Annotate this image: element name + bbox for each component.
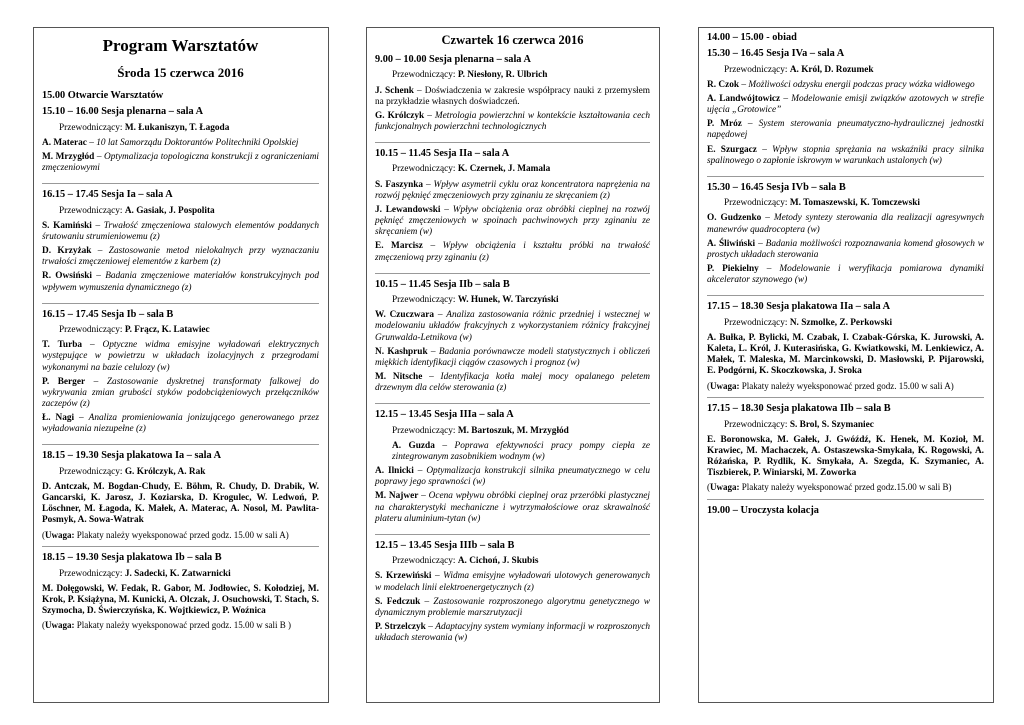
- talk-author: S. Fedczuk: [375, 596, 421, 607]
- talk-separator: –: [94, 151, 104, 162]
- session-chairs: [375, 556, 650, 567]
- session-chairs: [42, 569, 319, 580]
- talk-author: O. Gudzenko: [707, 213, 762, 224]
- session-chairs: [42, 123, 319, 134]
- note-text: Plakaty należy wyeksponować przed godz. 15.00 w sali B ): [74, 620, 291, 631]
- talk-title: Optymalizacja konstrukcji silnika pneumatycznego w celu poprawy jego sprawności (w): [375, 466, 650, 488]
- chair-label: Przewodniczący:: [724, 317, 790, 328]
- talk-item: [375, 86, 650, 108]
- talk-title: Trwałość zmęczeniowa stalowych elementów poddanych śrutowaniu strumieniowemu (z): [42, 220, 320, 242]
- talk-separator: –: [427, 346, 439, 357]
- chair-label: Przewodniczący:: [59, 205, 125, 216]
- talk-author: D. Krzyżak: [42, 246, 92, 257]
- talk-title: Zastosowanie metod nielokalnych przy wyznaczaniu trwałości zmęczeniowej elementów z karbem (z): [42, 246, 319, 268]
- talk-author: Ł. Nagi: [42, 413, 75, 424]
- session-title: 19.00 – Uroczysta kolacja: [707, 505, 819, 517]
- talk-author: E. Szurgacz: [707, 144, 757, 155]
- col3-sections: [707, 32, 984, 528]
- poster-participants: M. Dołęgowski, W. Fedak, R. Gabor, M. Jodłowiec, S. Kołodziej, M. Krok, P. Książyna, M. Kunicki, A. Olczak, J. Osuchowski, T. Stach, S. Szymocha, D. Świerczyńska, K. Wojtkiewicz, P. Woźnica: [42, 583, 319, 617]
- note-label: Uwaga:: [710, 482, 740, 493]
- talk-separator: –: [758, 264, 780, 275]
- note-label: Uwaga:: [45, 620, 75, 631]
- session-title: 17.15 – 18.30 Sesja plakatowa IIa – sala A: [707, 301, 891, 313]
- session-chairs: [375, 164, 650, 175]
- talk-author: N. Kashpruk: [375, 346, 428, 357]
- talk-item: [375, 310, 650, 343]
- session-block: [375, 273, 650, 404]
- talk-title: Analiza promieniowania jonizującego generowanego przez wyładowania niezupełne (z): [42, 413, 319, 435]
- talk-separator: –: [424, 110, 435, 121]
- chair-label: Przewodniczący:: [392, 425, 458, 436]
- talk-author: R. Czok: [707, 79, 740, 90]
- poster-note: [707, 482, 984, 493]
- talk-item: [42, 271, 319, 293]
- talk-title: Możliwości odzysku energii podczas pracy wózka widłowego: [748, 79, 975, 90]
- chair-names: G. Królczyk, A. Rak: [124, 466, 206, 477]
- talk-author: A. Guzda: [392, 440, 435, 451]
- session-block: [707, 397, 984, 499]
- talk-title: Ocena wpływu obróbki cieplnej oraz przeróbki plastycznej na charakterystyki mechaniczne i wytrzymałościowe oraz skrawalność plateru aluminium-tytan (w): [375, 491, 650, 524]
- poster-note: [707, 381, 984, 392]
- talk-title: Optymalizacja topologiczna konstrukcji z ograniczeniami zmęczeniowymi: [42, 151, 320, 174]
- session-title: 9.00 – 10.00 Sesja plenarna – sala A: [375, 54, 531, 65]
- talk-title: 10 lat Samorządu Doktorantów Politechniki Opolskiej: [96, 137, 299, 148]
- session-chairs: [42, 325, 319, 336]
- talk-separator: –: [741, 119, 759, 130]
- talk-title: Wpływ obciążenia i kształtu próbki na trwałość zmęczeniową przy zginaniu (z): [375, 241, 650, 263]
- talk-title: Wpływ asymetrii cyklu oraz koncentratora naprężenia na rozwój pęknięć zmęczeniowych przy zginaniu ze skręcaniem (z): [375, 179, 651, 201]
- talk-title: Zastosowanie rozproszonego algorytmu genetycznego w dynamicznym problemie marszrutyzacji: [375, 596, 651, 618]
- session-block: [707, 176, 984, 295]
- session-chairs: [42, 206, 319, 217]
- talk-separator: –: [91, 246, 109, 257]
- talk-title: Poprawa efektywności pracy pompy ciepła ze zintegrowanym zasobnikiem wodnym (w): [392, 440, 651, 462]
- talk-item: [375, 597, 650, 619]
- talk-author: S. Faszynka: [375, 179, 424, 190]
- session-block: [375, 142, 650, 273]
- note-paren: (: [707, 482, 710, 493]
- talk-item: [375, 491, 650, 524]
- chair-names: J. Sadecki, K. Zatwarnicki: [124, 568, 231, 579]
- session-chairs: [707, 65, 984, 76]
- talk-author: M. Najwer: [375, 491, 419, 502]
- note-paren: (: [42, 529, 45, 540]
- talk-separator: –: [422, 372, 441, 382]
- chair-names: M. Bartoszuk, M. Mrzygłód: [457, 425, 569, 436]
- day-title-wednesday: Środa 15 czerwca 2016: [117, 65, 244, 81]
- session-block: [42, 183, 319, 302]
- talk-separator: –: [440, 204, 453, 215]
- talk-title: Doświadczenia w zakresie współpracy nauki z przemysłem na przykładzie własnych doświadczeń.: [375, 85, 650, 107]
- chair-label: Przewodniczący:: [59, 122, 125, 133]
- chair-label: Przewodniczący:: [392, 70, 458, 81]
- talk-title: Wpływ obciążenia oraz obróbki cieplnej na rozwój pęknięć zmęczeniowych w spoinach pachwinowych przy zginaniu ze skręcaniem (w): [375, 204, 651, 238]
- chair-names: K. Czernek, J. Mamala: [457, 164, 551, 175]
- talk-author: P. Mróz: [707, 119, 742, 130]
- poster-participants: A. Bułka, P. Bylicki, M. Czabak, I. Czabak-Górska, K. Jurowski, A. Kaleta, L. Król, J. Kuterasińska, G. Kwiatkowski, M. Lenkiewicz, A. Małek, T. Maleska, M. Marcinkowski, D. Masłowski, P. Pijarowski, E. Podgórni, K. Skoczkowska, J. Sroka: [707, 332, 984, 377]
- session-chairs: [707, 420, 984, 431]
- talk-separator: –: [92, 271, 106, 282]
- talk-item: [375, 347, 650, 369]
- talk-item: [707, 80, 984, 91]
- talk-author: A. Śliwiński: [707, 238, 756, 249]
- session-block: [42, 303, 319, 445]
- chair-label: Przewodniczący:: [59, 325, 125, 336]
- talk-separator: –: [85, 376, 107, 387]
- talk-item: [707, 239, 984, 261]
- talk-item: [707, 94, 984, 116]
- session-chairs: [42, 467, 319, 478]
- session-title: 17.15 – 18.30 Sesja plakatowa IIb – sala B: [707, 403, 891, 415]
- talk-author: J. Lewandowski: [375, 204, 441, 215]
- talk-author: M. Nitsche: [375, 372, 423, 382]
- session-title: 15.30 – 16.45 Sesja IVa – sala A: [707, 48, 845, 60]
- talk-separator: –: [420, 596, 434, 607]
- chair-names: P. Niesłony, R. Ulbrich: [457, 70, 548, 81]
- talk-title: Modelowanie emisji związków azotowych w strefie ujęcia „Grotowice”: [707, 94, 985, 116]
- chair-names: P. Frącz, K. Latawiec: [124, 325, 210, 336]
- talk-title: Metody syntezy sterowania dla realizacji agresywnych manewrów quadrocoptera (w): [707, 213, 985, 235]
- talk-item: [375, 571, 650, 593]
- session-title: 16.15 – 17.45 Sesja Ia – sala A: [42, 189, 173, 201]
- talk-author: J. Schenk: [375, 85, 414, 96]
- note-label: Uwaga:: [45, 529, 75, 540]
- talk-title: Wpływ stopnia sprężania na wskaźniki pracy silnika spalinowego o zapłonie iskrowym w warunkach ustalonych (w): [707, 144, 984, 166]
- col2-sections: [375, 54, 650, 653]
- talk-separator: –: [74, 413, 89, 424]
- session-block: [707, 499, 984, 527]
- talk-title: Analiza zastosowania różnic przedniej i wstecznej w modelowaniu układów frakcyjnych z wykorzystaniem różnicy frakcyjnej Grunwalda-Letnikova (w): [375, 310, 650, 343]
- chair-names: N. Szmolke, Z. Perkowski: [789, 317, 893, 328]
- session-title: 12.15 – 13.45 Sesja IIIa – sala A: [375, 409, 514, 421]
- note-paren: (: [707, 380, 710, 391]
- talk-author: M. Mrzygłód: [42, 151, 95, 162]
- session-block: [42, 90, 319, 183]
- chair-label: Przewodniczący:: [724, 419, 790, 430]
- talk-author: A. Materac: [42, 137, 87, 148]
- program-panel-wednesday: [33, 27, 329, 703]
- talk-item: [42, 152, 319, 174]
- talk-author: A. Landwójtowicz: [707, 94, 781, 104]
- talk-author: W. Czuczwara: [375, 310, 434, 321]
- talk-separator: –: [756, 144, 773, 155]
- poster-note: [42, 530, 319, 541]
- chair-names: A. Król, D. Rozumek: [789, 64, 874, 75]
- talk-item: [42, 377, 319, 410]
- session-title: 15.00 Otwarcie Warsztatów: [42, 89, 164, 101]
- talk-title: Widma emisyjne wyładowań ulotowych generowanych w modelach linii elektroenergetycznych (z): [375, 571, 650, 593]
- poster-note: [42, 620, 319, 631]
- talk-title: Metrologia powierzchni w kontekście kształtowania cech funkcjonalnych powierzchni technologicznych: [375, 110, 651, 132]
- talk-separator: –: [413, 466, 427, 477]
- chair-label: Przewodniczący:: [59, 568, 125, 579]
- session-title: 10.15 – 11.45 Sesja IIb – sala B: [375, 278, 510, 290]
- session-chairs: [375, 295, 650, 306]
- talk-author: P. Strzelczyk: [375, 622, 426, 633]
- chair-names: M. Tomaszewski, K. Tomczewski: [789, 198, 920, 209]
- talk-separator: –: [434, 440, 455, 451]
- session-title: 10.15 – 11.45 Sesja IIa – sala A: [375, 148, 510, 160]
- session-block: [42, 444, 319, 546]
- chair-label: Przewodniczący:: [392, 164, 458, 175]
- talk-item: [707, 264, 984, 286]
- talk-author: E. Marcisz: [375, 241, 423, 252]
- talk-author: T. Turba: [42, 340, 83, 351]
- talk-separator: –: [423, 179, 434, 190]
- session-title: 18.15 – 19.30 Sesja plakatowa Ib – sala B: [42, 552, 222, 564]
- note-text: Plakaty należy wyeksponować przed godz. 15.00 w sali A): [739, 380, 954, 391]
- chair-names: M. Łukaniszyn, T. Łagoda: [124, 122, 230, 133]
- chair-names: W. Hunek, W. Tarczyński: [457, 295, 559, 306]
- note-label: Uwaga:: [710, 380, 740, 391]
- talk-item: [375, 441, 650, 463]
- talk-author: A. Ilnicki: [375, 466, 414, 477]
- col1-sections: [42, 90, 319, 637]
- session-block: [375, 54, 650, 142]
- talk-title: Badania porównawcze modeli statystycznych i obliczeń miękkich identyfikacji ciągów czasowych i prognoz (w): [375, 346, 651, 368]
- talk-item: [375, 372, 650, 394]
- session-title: 14.00 – 15.00 - obiad: [707, 32, 797, 43]
- day-title-thursday: Czwartek 16 czerwca 2016: [441, 33, 584, 47]
- talk-item: [707, 119, 984, 141]
- talk-separator: –: [82, 340, 103, 351]
- session-title: 15.30 – 16.45 Sesja IVb – sala B: [707, 181, 846, 193]
- program-panel-thursday-afternoon: [698, 27, 994, 703]
- talk-item: [42, 413, 319, 435]
- session-block: [375, 403, 650, 534]
- talk-title: Zastosowanie dyskretnej transformaty falkowej do wykrywania zmian grubości styków podobciążeniowych przełączników zaczepów (z): [42, 376, 319, 410]
- talk-author: G. Królczyk: [375, 110, 425, 121]
- talk-item: [375, 241, 650, 263]
- talk-item: [375, 466, 650, 488]
- talk-author: P. Berger: [42, 376, 86, 387]
- program-title: Program Warsztatów: [102, 36, 259, 55]
- program-panel-thursday-morning: [366, 27, 660, 703]
- session-block: [707, 295, 984, 397]
- note-text: Plakaty należy wyeksponować przed godz.15.00 w sali B): [739, 482, 952, 493]
- talk-title: Optyczne widma emisyjne wyładowań elektrycznych występujące w powietrzu w układach izolacyjnych z przegrodami wykonanymi na bazie celulozy (w): [42, 340, 319, 373]
- chair-names: S. Brol, S. Szymaniec: [789, 419, 874, 430]
- talk-author: S. Krzewiński: [375, 571, 432, 582]
- talk-title: System sterowania pneumatyczno-hydraulicznej jednostki napędowej: [707, 119, 985, 141]
- poster-participants: E. Boronowska, M. Gałek, J. Gwóźdź, K. Henek, M. Kozioł, M. Krawiec, M. Machaczek, A. Ostaszewska-Smykała, K. Rogowski, A. Różańska, P. Rydlik, K. Smykała, A. Szegda, K. Szymaniec, A. Tiszbierek, P. Winiarski, M. Zoworka: [707, 434, 984, 479]
- chair-names: A. Cichoń, J. Skubis: [457, 556, 539, 567]
- chair-label: Przewodniczący:: [392, 295, 458, 306]
- talk-separator: –: [418, 491, 429, 502]
- talk-separator: –: [422, 241, 443, 252]
- session-chairs: [375, 70, 650, 81]
- talk-item: [375, 111, 650, 133]
- talk-title: Badania zmęczeniowe materiałów konstrukcyjnych pod wpływem wymuszenia dynamicznego (z): [42, 271, 319, 293]
- talk-author: S. Kamiński: [42, 220, 92, 231]
- session-chairs: [375, 426, 650, 437]
- talk-separator: –: [413, 85, 425, 96]
- talk-item: [375, 622, 650, 644]
- talk-title: Badania możliwości rozpoznawania komend głosowych w prostych układach sterowania: [707, 238, 984, 260]
- talk-title: Identyfikacja kotła małej mocy opalanego peletem drzewnym dla celów sterowania (z): [375, 372, 651, 394]
- session-block: [375, 534, 650, 653]
- talk-separator: –: [434, 310, 447, 321]
- talk-item: [42, 246, 319, 268]
- chair-label: Przewodniczący:: [724, 198, 790, 209]
- talk-separator: –: [739, 79, 749, 90]
- session-title: 18.15 – 19.30 Sesja plakatowa Ia – sala A: [42, 450, 222, 462]
- talk-item: [375, 205, 650, 238]
- session-chairs: [707, 318, 984, 329]
- chair-label: Przewodniczący:: [392, 556, 458, 567]
- poster-participants: D. Antczak, M. Bogdan-Chudy, E. Böhm, R. Chudy, D. Drabik, W. Gancarski, K. Jarosz, J. Koziarska, D. Krogulec, W. Ledwoń, P. Löschner, M. Łagoda, K. Małek, A. Materac, A. Nosol, M. Pawlita-Posmyk, A. Sowa-Watrak: [42, 481, 319, 526]
- talk-item: [42, 138, 319, 149]
- session-title: 16.15 – 17.45 Sesja Ib – sala B: [42, 308, 174, 320]
- talk-item: [375, 180, 650, 202]
- session-chairs: [707, 198, 984, 209]
- session-title: 12.15 – 13.45 Sesja IIIb – sala B: [375, 539, 515, 551]
- talk-author: R. Owsiński: [42, 271, 92, 282]
- session-block: [707, 32, 984, 176]
- talk-item: [42, 221, 319, 243]
- talk-separator: –: [431, 571, 444, 582]
- talk-separator: –: [755, 238, 766, 249]
- session-title: 15.10 – 16.00 Sesja plenarna – sala A: [42, 106, 204, 118]
- talk-separator: –: [780, 94, 792, 104]
- talk-separator: –: [91, 220, 104, 231]
- chair-label: Przewodniczący:: [724, 64, 790, 75]
- talk-title: Adaptacyjny system wymiany informacji w rozproszonych układach sterowania (w): [375, 622, 651, 644]
- talk-separator: –: [761, 213, 774, 224]
- talk-item: [42, 340, 319, 373]
- talk-author: P. Piekielny: [707, 264, 759, 275]
- talk-item: [707, 213, 984, 235]
- note-text: Plakaty należy wyeksponować przed godz. 15.00 w sali A): [74, 529, 289, 540]
- talk-separator: –: [425, 622, 436, 633]
- chair-names: A. Gasiak, J. Pospolita: [124, 205, 215, 216]
- talk-separator: –: [86, 137, 97, 148]
- note-paren: (: [42, 620, 45, 631]
- session-block: [42, 546, 319, 637]
- talk-title: Modelowanie i weryfikacja pomiarowa dynamiki akcelerator szynowego (w): [707, 264, 984, 286]
- talk-item: [707, 145, 984, 167]
- chair-label: Przewodniczący:: [59, 466, 125, 477]
